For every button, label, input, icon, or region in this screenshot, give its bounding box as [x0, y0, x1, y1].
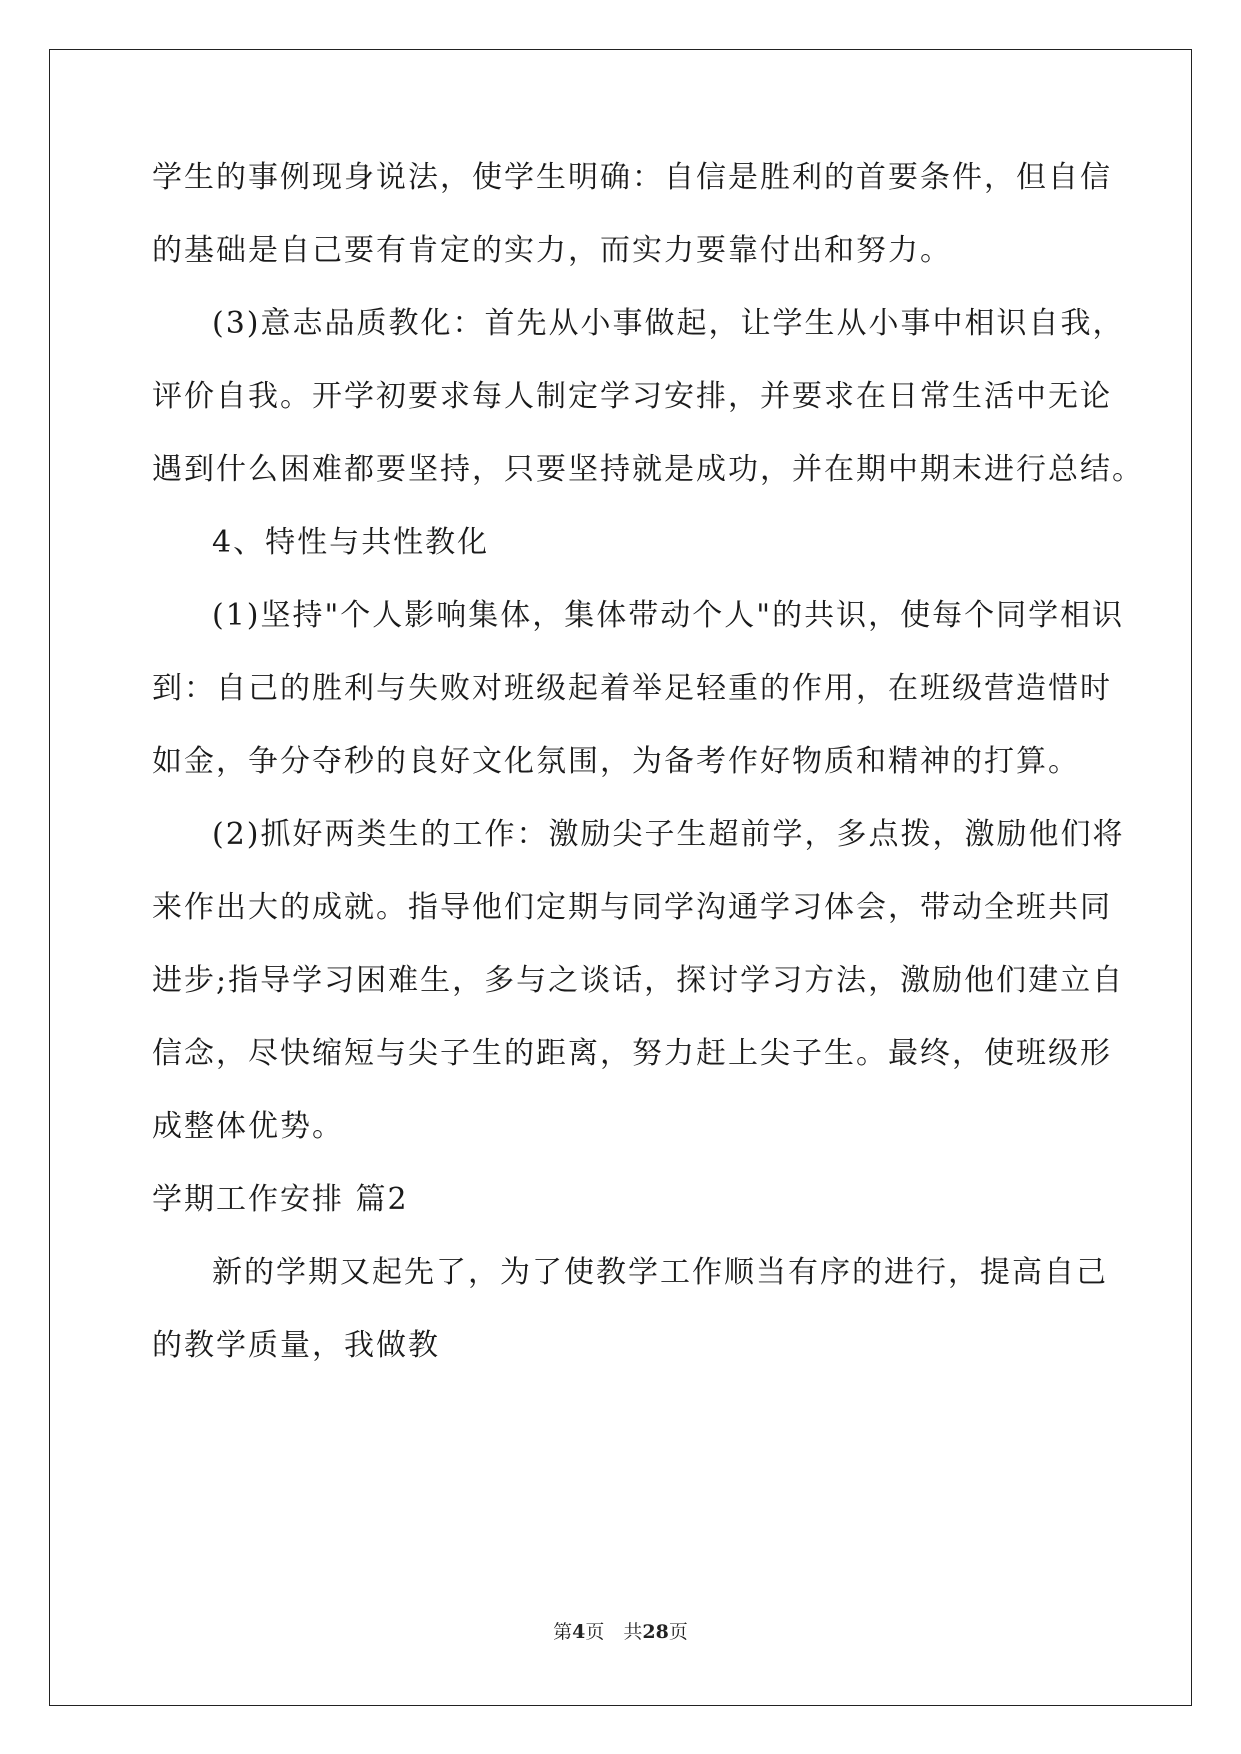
text-line: 学生的事例现身说法，使学生明确：自信是胜利的首要条件，但自信: [152, 160, 1112, 195]
text-line: 的基础是自己要有肯定的实力，而实力要靠付出和努力。: [152, 233, 952, 268]
footer-prefix: 第: [553, 1621, 573, 1643]
text-line: (3)意志品质教化：首先从小事做起，让学生从小事中相识自我，: [212, 306, 1125, 341]
text-line: 的教学质量，我做教: [152, 1328, 440, 1363]
footer-suffix: 页: [668, 1621, 688, 1643]
text-line: 到：自己的胜利与失败对班级起着举足轻重的作用，在班级营造惜时: [152, 671, 1112, 706]
page-total: 28: [642, 1621, 669, 1643]
page-border: [49, 49, 1192, 1706]
page-footer: [0, 1617, 1241, 1644]
text-line: 进步;指导学习困难生，多与之谈话，探讨学习方法，激励他们建立自: [152, 963, 1125, 998]
text-line: 来作出大的成就。指导他们定期与同学沟通学习体会，带动全班共同: [152, 890, 1112, 925]
footer-mid: 页 共: [585, 1621, 643, 1643]
text-line: 评价自我。开学初要求每人制定学习安排，并要求在日常生活中无论: [152, 379, 1112, 414]
section-heading: 4、特性与共性教化: [212, 525, 490, 560]
text-line: 新的学期又起先了，为了使教学工作顺当有序的进行，提高自己: [212, 1255, 1108, 1290]
text-line: 如金，争分夺秒的良好文化氛围，为备考作好物质和精神的打算。: [152, 744, 1080, 779]
article-title: 学期工作安排 篇2: [152, 1182, 409, 1217]
text-line: 成整体优势。: [152, 1109, 344, 1144]
text-line: 信念，尽快缩短与尖子生的距离，努力赶上尖子生。最终，使班级形: [152, 1036, 1112, 1071]
page-number: 4: [572, 1621, 586, 1643]
text-line: (2)抓好两类生的工作：激励尖子生超前学，多点拨，激励他们将: [212, 817, 1125, 852]
text-line: (1)坚持"个人影响集体，集体带动个人"的共识，使每个同学相识: [212, 598, 1125, 633]
text-line: 遇到什么困难都要坚持，只要坚持就是成功，并在期中期末进行总结。: [152, 452, 1144, 487]
